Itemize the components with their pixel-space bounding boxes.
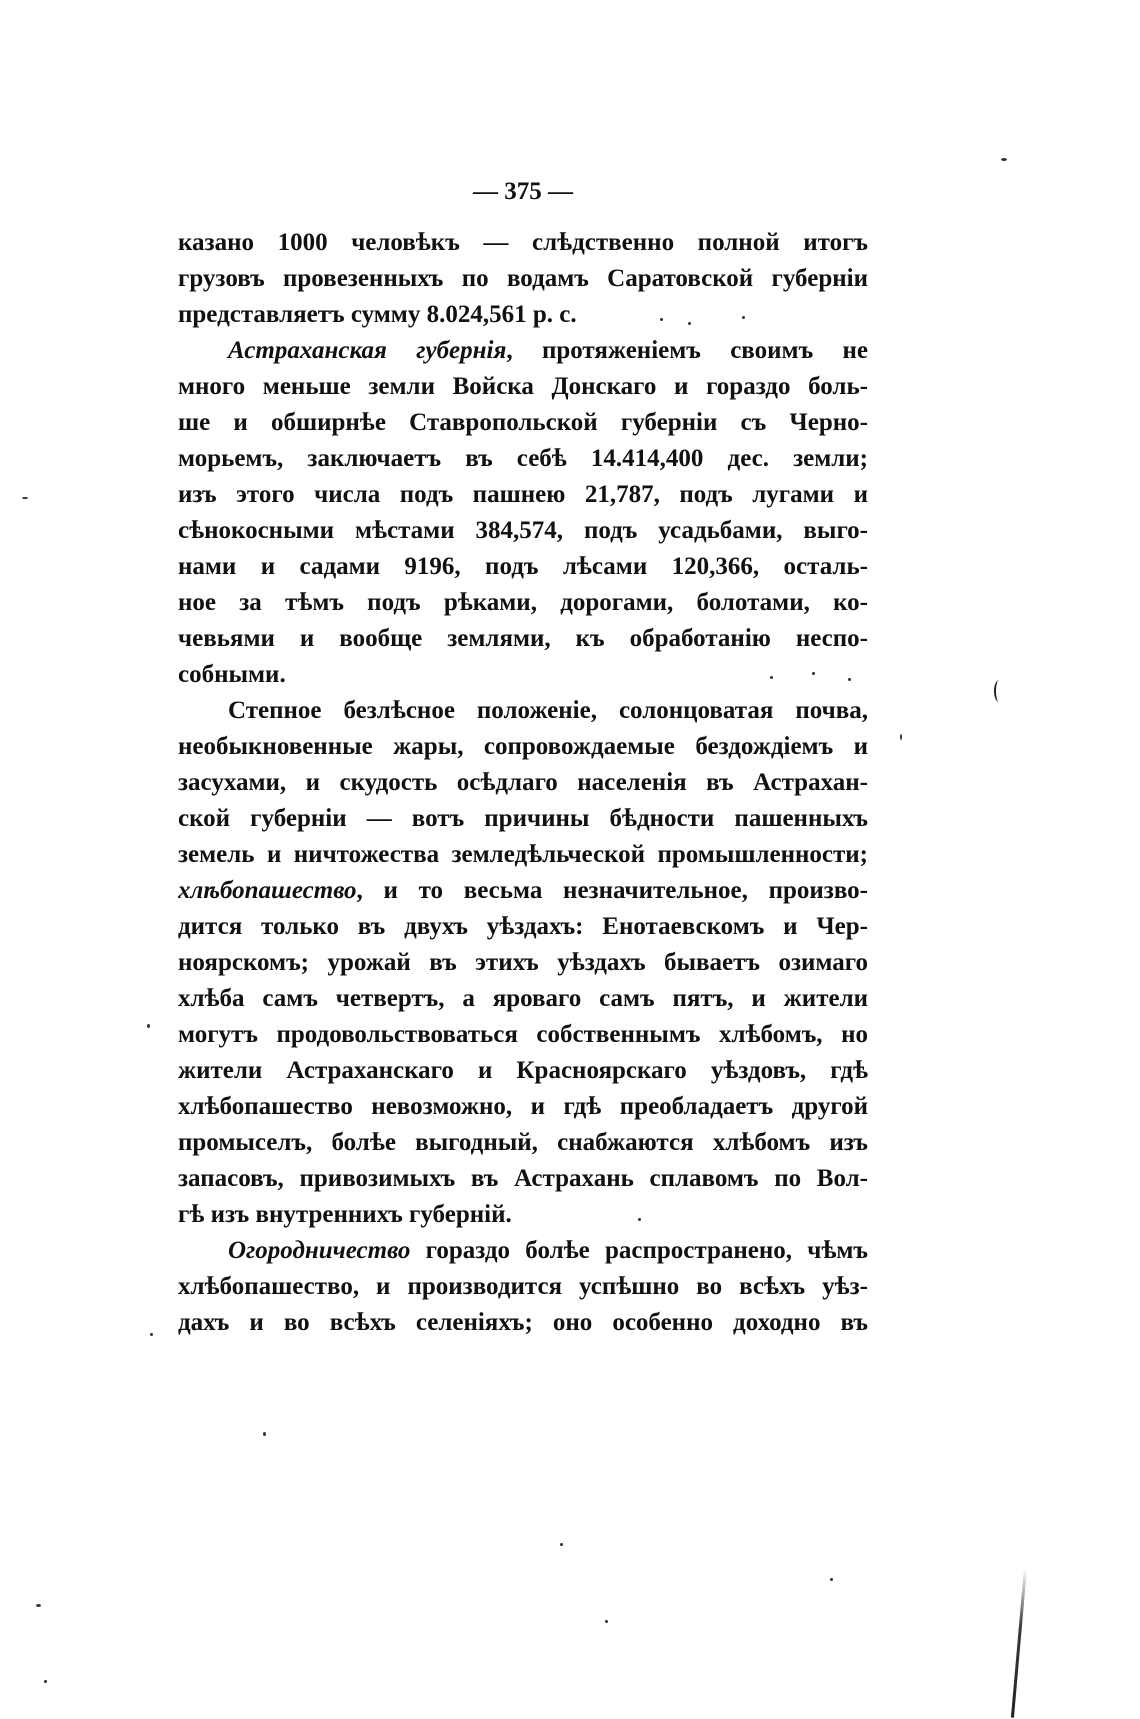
paragraph	[178, 333, 868, 693]
line-text: гораздо болѣе распространено, чѣмъ	[410, 1237, 868, 1264]
text-line: хлѣба самъ четвертъ, а яроваго самъ пятъ, и жители	[178, 985, 868, 1012]
text-line: изъ этого числа подъ пашнею 21,787, подъ лугами и	[178, 481, 868, 508]
text-line: нами и садами 9196, подъ лѣсами 120,366, осталь-	[178, 553, 868, 580]
text-line: морьемъ, заключаетъ въ себѣ 14.414,400 дес. земли;	[178, 445, 868, 472]
text-line: собными.	[178, 661, 286, 688]
text-line	[178, 873, 868, 909]
paragraph	[178, 693, 868, 1233]
text-line: хлѣбопашество невозможно, и гдѣ преобладаетъ другой	[178, 1093, 868, 1120]
line-text: , протяженіемъ своимъ не	[506, 337, 868, 364]
text-line: промыселъ, болѣе выгодный, снабжаются хлѣбомъ изъ	[178, 1129, 868, 1156]
text-line: грузовъ провезенныхъ по водамъ Саратовской губерніи	[178, 265, 868, 292]
scan-speck	[1001, 158, 1007, 161]
text-line: гѣ изъ внутреннихъ губерній.	[178, 1201, 512, 1228]
scan-speck	[660, 318, 663, 321]
scan-speck	[150, 1333, 153, 1336]
text-line: земель и ничтожества земледѣльческой промышленности;	[178, 841, 868, 868]
scan-speck	[263, 1432, 266, 1436]
italic-term: Астраханская губернія	[228, 337, 507, 364]
text-line: ноярскомъ; урожай въ этихъ уѣздахъ бываетъ озимаго	[178, 949, 868, 976]
text-line	[178, 1233, 868, 1269]
paragraph	[178, 1233, 868, 1341]
text-line: казано 1000 человѣкъ — слѣдственно полной итогъ	[178, 229, 868, 256]
scan-speck	[688, 322, 691, 325]
text-line: сѣнокосными мѣстами 384,574, подъ усадьбами, выго-	[178, 517, 868, 544]
page-edge-shadow	[1011, 1568, 1027, 1718]
scan-speck	[848, 678, 851, 681]
page-number: — 375 —	[473, 178, 573, 205]
italic-term: хлѣбопашество	[178, 877, 357, 904]
text-line: много меньше земли Войска Донскаго и гораздо боль-	[178, 373, 868, 400]
text-line: необыкновенные жары, сопровождаемые бездождіемъ и	[178, 733, 868, 760]
scan-speck	[638, 1218, 641, 1221]
text-line: ской губерніи — вотъ причины бѣдности пашенныхъ	[178, 805, 868, 832]
line-text: , и то весьма незначительное, произво-	[356, 877, 868, 904]
text-line: чевьями и вообще землями, къ обработанію неспо-	[178, 625, 868, 652]
scan-speck	[147, 1024, 150, 1028]
scan-speck	[560, 1543, 563, 1546]
scan-speck	[830, 1578, 833, 1581]
text-line: дахъ и во всѣхъ селеніяхъ; оно особенно доходно въ	[178, 1309, 868, 1336]
scan-speck	[900, 734, 902, 740]
scan-speck	[36, 1604, 41, 1607]
text-line: запасовъ, привозимыхъ въ Астрахань сплавомъ по Вол-	[178, 1165, 868, 1192]
scan-mark	[994, 680, 1004, 702]
text-block	[178, 225, 868, 1341]
text-line: жители Астраханскаго и Красноярскаго уѣздовъ, гдѣ	[178, 1057, 868, 1084]
scan-speck	[812, 672, 815, 675]
text-line: представляетъ сумму 8.024,561 р. с.	[178, 301, 577, 328]
text-line: хлѣбопашество, и производится успѣшно во всѣхъ уѣз-	[178, 1273, 868, 1300]
text-line: Степное безлѣсное положеніе, солонцоватая почва,	[228, 697, 868, 724]
text-line: ше и обширнѣе Ставропольской губерніи съ Черно-	[178, 409, 868, 436]
text-line: засухами, и скудость осѣдлаго населенія въ Астрахан-	[178, 769, 868, 796]
text-line: дится только въ двухъ уѣздахъ: Енотаевскомъ и Чер-	[178, 913, 868, 940]
scan-speck	[22, 497, 28, 499]
italic-term: Огородничество	[228, 1237, 411, 1264]
text-line: могутъ продовольствоваться собственнымъ хлѣбомъ, но	[178, 1021, 868, 1048]
scan-speck	[770, 676, 773, 679]
scan-speck	[742, 316, 745, 319]
text-line	[178, 333, 868, 369]
text-line: ное за тѣмъ подъ рѣками, дорогами, болотами, ко-	[178, 589, 868, 616]
paragraph	[178, 225, 868, 333]
scan-speck	[605, 1620, 608, 1623]
scan-speck	[44, 1680, 47, 1683]
